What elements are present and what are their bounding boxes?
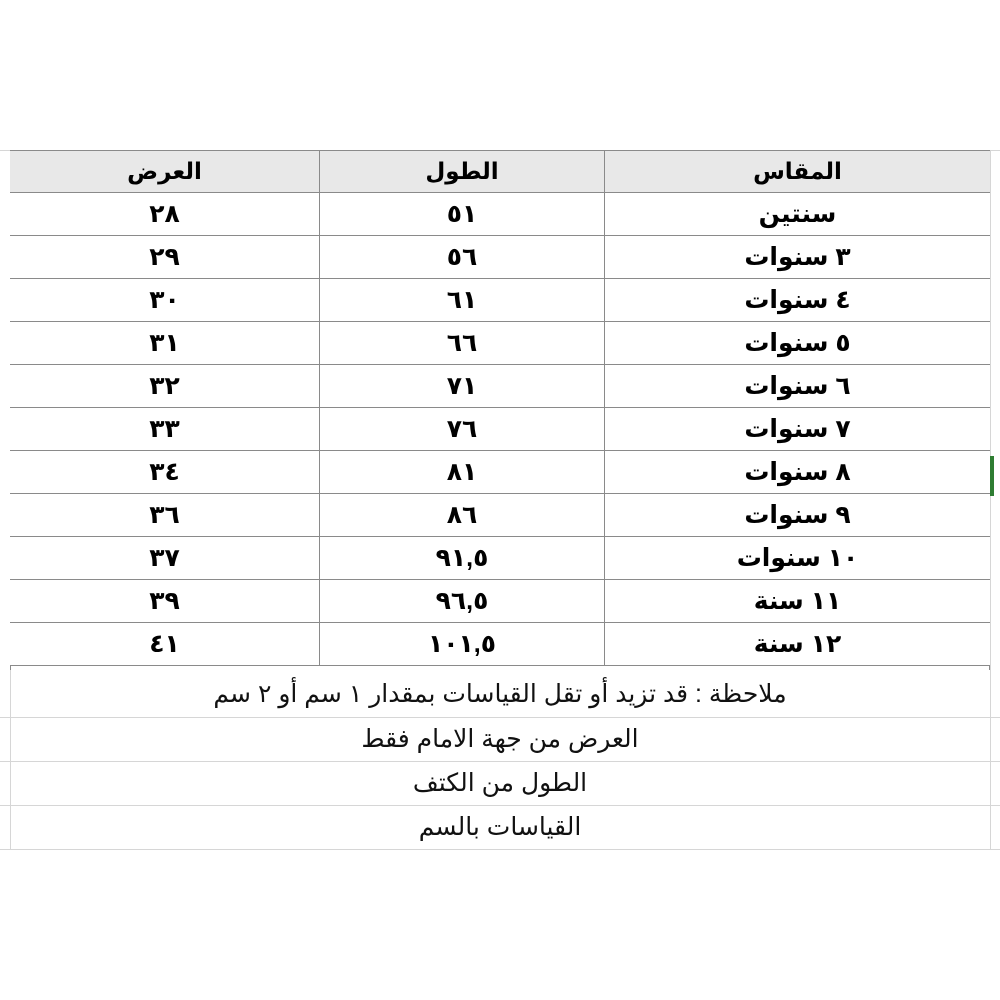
cell-length[interactable]: ٦٦ (319, 322, 605, 365)
table-row (10, 580, 990, 623)
header-width[interactable]: العرض (10, 150, 319, 193)
cell-width[interactable]: ٣٩ (10, 580, 319, 623)
cell-width[interactable]: ٣٤ (10, 451, 319, 494)
header-length[interactable]: الطول (319, 150, 605, 193)
cell-width[interactable]: ٤١ (10, 623, 319, 666)
table-row (10, 193, 990, 236)
note-tolerance[interactable]: ملاحظة : قد تزيد أو تقل القياسات بمقدار ١ سم أو ٢ سم (213, 680, 787, 708)
table-row (10, 451, 990, 494)
cell-length[interactable]: ٥٦ (319, 236, 605, 279)
cell-width[interactable]: ٣٢ (10, 365, 319, 408)
cell-size[interactable]: ٦ سنوات (605, 365, 990, 408)
cell-width[interactable]: ٢٨ (10, 193, 319, 236)
cell-width[interactable]: ٣٧ (10, 537, 319, 580)
cell-size[interactable]: ١١ سنة (605, 580, 990, 623)
note-units-cm[interactable]: القياسات بالسم (418, 813, 582, 841)
cell-length[interactable]: ٦١ (319, 279, 605, 322)
cell-width[interactable]: ٢٩ (10, 236, 319, 279)
table-row (10, 408, 990, 451)
table-row (10, 322, 990, 365)
column-gridline (990, 150, 991, 850)
table-row (10, 623, 990, 666)
cell-size[interactable]: ١٠ سنوات (605, 537, 990, 580)
cell-width[interactable]: ٣٠ (10, 279, 319, 322)
cell-length[interactable]: ٨١ (319, 451, 605, 494)
gridline (0, 849, 1000, 850)
cell-width[interactable]: ٣٣ (10, 408, 319, 451)
cell-width[interactable]: ٣٦ (10, 494, 319, 537)
table-row (10, 279, 990, 322)
cell-size[interactable]: ١٢ سنة (605, 623, 990, 666)
cell-size[interactable]: ٥ سنوات (605, 322, 990, 365)
active-cell-indicator (990, 456, 994, 496)
cell-length[interactable]: ٩٦,٥ (319, 580, 605, 623)
cell-size[interactable]: ٨ سنوات (605, 451, 990, 494)
cell-length[interactable]: ٩١,٥ (319, 537, 605, 580)
table-row (10, 494, 990, 537)
cell-size[interactable]: سنتين (605, 193, 990, 236)
table-row (10, 537, 990, 580)
cell-length[interactable]: ٧٦ (319, 408, 605, 451)
note-width-front[interactable]: العرض من جهة الامام فقط (361, 725, 639, 753)
table-row (10, 236, 990, 279)
table-header-row (10, 150, 990, 193)
cell-size[interactable]: ٩ سنوات (605, 494, 990, 537)
cell-width[interactable]: ٣١ (10, 322, 319, 365)
table-row (10, 365, 990, 408)
cell-size[interactable]: ٤ سنوات (605, 279, 990, 322)
header-size[interactable]: المقاس (605, 150, 990, 193)
cell-length[interactable]: ١٠١,٥ (319, 623, 605, 666)
cell-length[interactable]: ٨٦ (319, 494, 605, 537)
note-length-shoulder[interactable]: الطول من الكتف (412, 769, 588, 797)
cell-length[interactable]: ٧١ (319, 365, 605, 408)
cell-size[interactable]: ٣ سنوات (605, 236, 990, 279)
cell-size[interactable]: ٧ سنوات (605, 408, 990, 451)
cell-length[interactable]: ٥١ (319, 193, 605, 236)
